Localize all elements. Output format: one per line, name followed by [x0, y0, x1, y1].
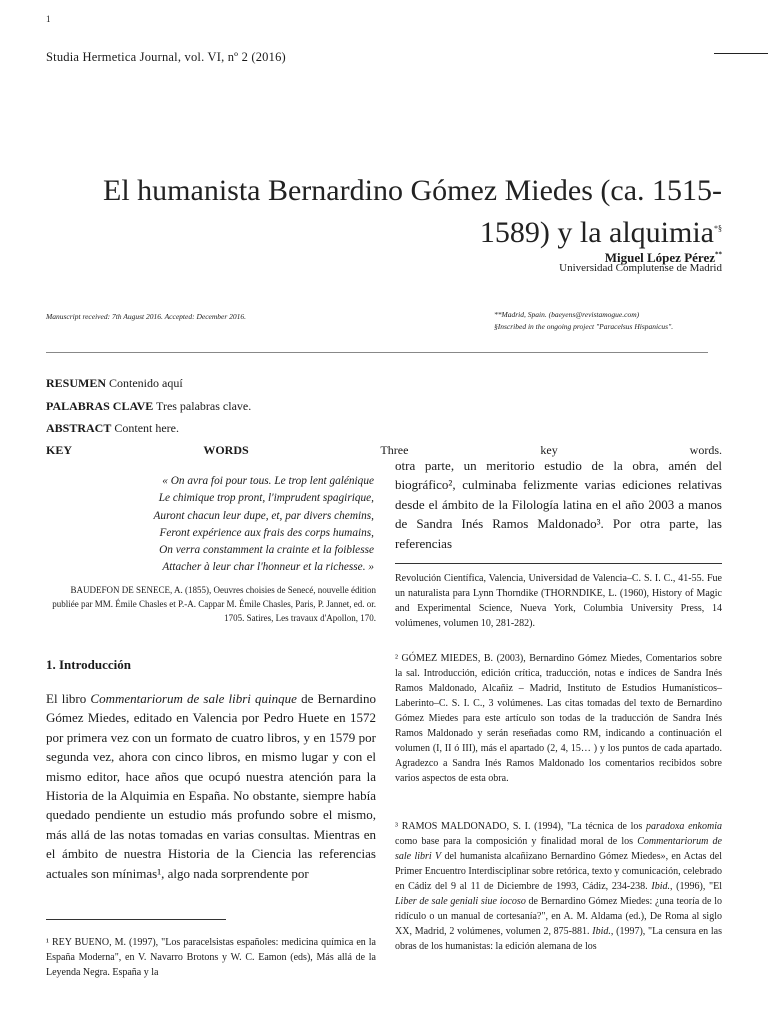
key-words-line: KEY WORDS Three key words. [46, 443, 722, 457]
poem-line: Auront chacun leur dupe, et, par divers chemins, [153, 509, 374, 522]
page-number: 1 [46, 14, 51, 24]
note-madrid: **Madrid, Spain. (baeyens@revistamogue.com) [494, 310, 640, 319]
intro-paragraph: El libro Commentariorum de sale libri quinque de Bernardino Gómez Miedes, editado en Valencia por Pedro Huete en 1572 por primera vez con un formato de cuatro libros, y en 1579 por segunda vez, ahora con cinco libros, en mismo lugar y con el mismo editor, hace años que ocupó nuestra atención para la Historia de la Alquimia en España. No obstante, siempre había quedado pendiente un estudio más profundo sobre el mismo, más allá de las notas tomadas en varias consultas. Mientras en el ámbito de nuestra Historia de la Ciencia las referencias actuales son mínimas¹, algo nada sorprendente por [46, 691, 376, 881]
author-name: Miguel López Pérez** [604, 250, 722, 265]
poem-line: Le chimique trop pront, l'imprudent spagirique, [158, 492, 374, 505]
article-title: El humanista Bernardino Gómez Miedes (ca. 1515-1589) y la alquimia*§ [103, 174, 722, 249]
title-footnote-marks: *§ [714, 224, 722, 233]
epigraph-citation: BAUDEFON DE SENECE, A. (1855), Oeuvres choisies de Senecé, nouvelle édition publiée par MM. Émile Chasles et P.-A. Cappar M. Émile Chasles, Paris, P. Jannet, ed. or. 1705. Satires, Les travaux d'Apollon, 170. [52, 585, 376, 623]
resumen-line: RESUMEN Contenido aquí [46, 376, 183, 390]
author-footnote-mark: ** [715, 250, 722, 259]
section-divider [46, 352, 708, 353]
abstract-line: ABSTRACT Content here. [46, 421, 180, 435]
poem-line: On verra constamment la crainte et la foiblesse [159, 544, 374, 557]
poem-line: Feront expérience aux frais des corps humains, [159, 526, 374, 539]
section-heading: 1. Introducción [46, 657, 131, 672]
manuscript-dates: Manuscript received: 7th August 2016. Accepted: December 2016. [46, 312, 247, 321]
footnote-rule-left [46, 919, 226, 920]
footnote-1: ¹ REY BUENO, M. (1997), "Los paracelsistas españoles: medicina química en la España Moderna", en V. Navarro Brotons y W. C. Eamon (eds), Más allá de la Leyenda Negra. España y la [46, 937, 376, 978]
palabras-clave-line: PALABRAS CLAVE Tres palabras clave. [46, 399, 252, 413]
footnote-rule-right [395, 563, 722, 564]
poem-line: « On avra foi pour tous. Le trop lent galénique [162, 475, 374, 487]
header-notes [494, 309, 673, 333]
epigraph-poem [100, 473, 374, 577]
footnote-1-continued: Revolución Científica, Valencia, Universidad de Valencia–C. S. I. C., 41-55. Fue un naturalista para Lynn Thorndike (THORNDIKE, L. (1960), History of Magic and Experimental Science, Nueva York, Columbia University Press, 14 volúmenes, volumen 10, 281-282). [395, 573, 722, 629]
poem-line: Attacher à leur char l'honneur et la richesse. » [162, 561, 374, 574]
author-affiliation: Universidad Complutense de Madrid [559, 262, 722, 274]
book-title: Commentariorum de sale libri quinque [90, 691, 297, 706]
header-rule [714, 53, 768, 54]
footnote-2: ² GÓMEZ MIEDES, B. (2003), Bernardino Gómez Miedes, Comentarios sobre la sal. Introducción, edición crítica, traducción, notas e índices de Sandra Inés Ramos Maldonado, Alcañiz – Madrid, Instituto de Estudios Humanísticos–Laberinto–C. S. I. C., 3 volúmenes. Las citas tomadas del texto de Bernardino Gómez Miedes para este artículo son todas de la traducción de Sandra Inés Ramos Maldonado y serán reseñadas como RM, indicando a continuación el volumen (I, II ó III), más el apartado (2, 4, 15… ) y los puntos de cada apartado. Agradezco a Sandra Inés Ramos Maldonado los comentarios recibidos sobre varios aspectos de esta obra. [395, 653, 722, 784]
right-column-paragraph: otra parte, un meritorio estudio de la obra, amén del biográfico², culminaba felizmente varias ediciones relativas desde el ámbito de la Filología latina en el año 2003 a manos de Sandra Inés Ramos Maldonado³. Por otra parte, las referencias [395, 458, 722, 551]
footnote-3: ³ RAMOS MALDONADO, S. I. (1994), "La técnica de los paradoxa enkomia como base para la composición y finalidad moral de los Commentariorum de sale libri V del humanista alcañizano Bernardino Gómez Miedes», en Actas del Primer Encuentro Interdisciplinar sobre retórica, texto y comunicación, celebrado en Cádiz del 9 al 11 de Diciembre de 1993, Cádiz, 234-238. Ibid., (1996), "El Liber de sale geniali siue iocoso de Bernardino Gómez Miedes: ¿una teoría de lo ridículo o un manual de cortesanía?", en A. M. Aldama (ed.), De Roma al siglo XX, Madrid, 2 volúmenes, volumen 2, 875-881. Ibid., (1997), "La censura en las obras de los humanistas: la edición alemana de los [395, 821, 722, 952]
journal-header: Studia Hermetica Journal, vol. VI, nº 2 (2016) [46, 50, 286, 64]
note-inscribed: §Inscribed in the ongoing project "Paracelsus Hispanicus". [494, 322, 674, 331]
